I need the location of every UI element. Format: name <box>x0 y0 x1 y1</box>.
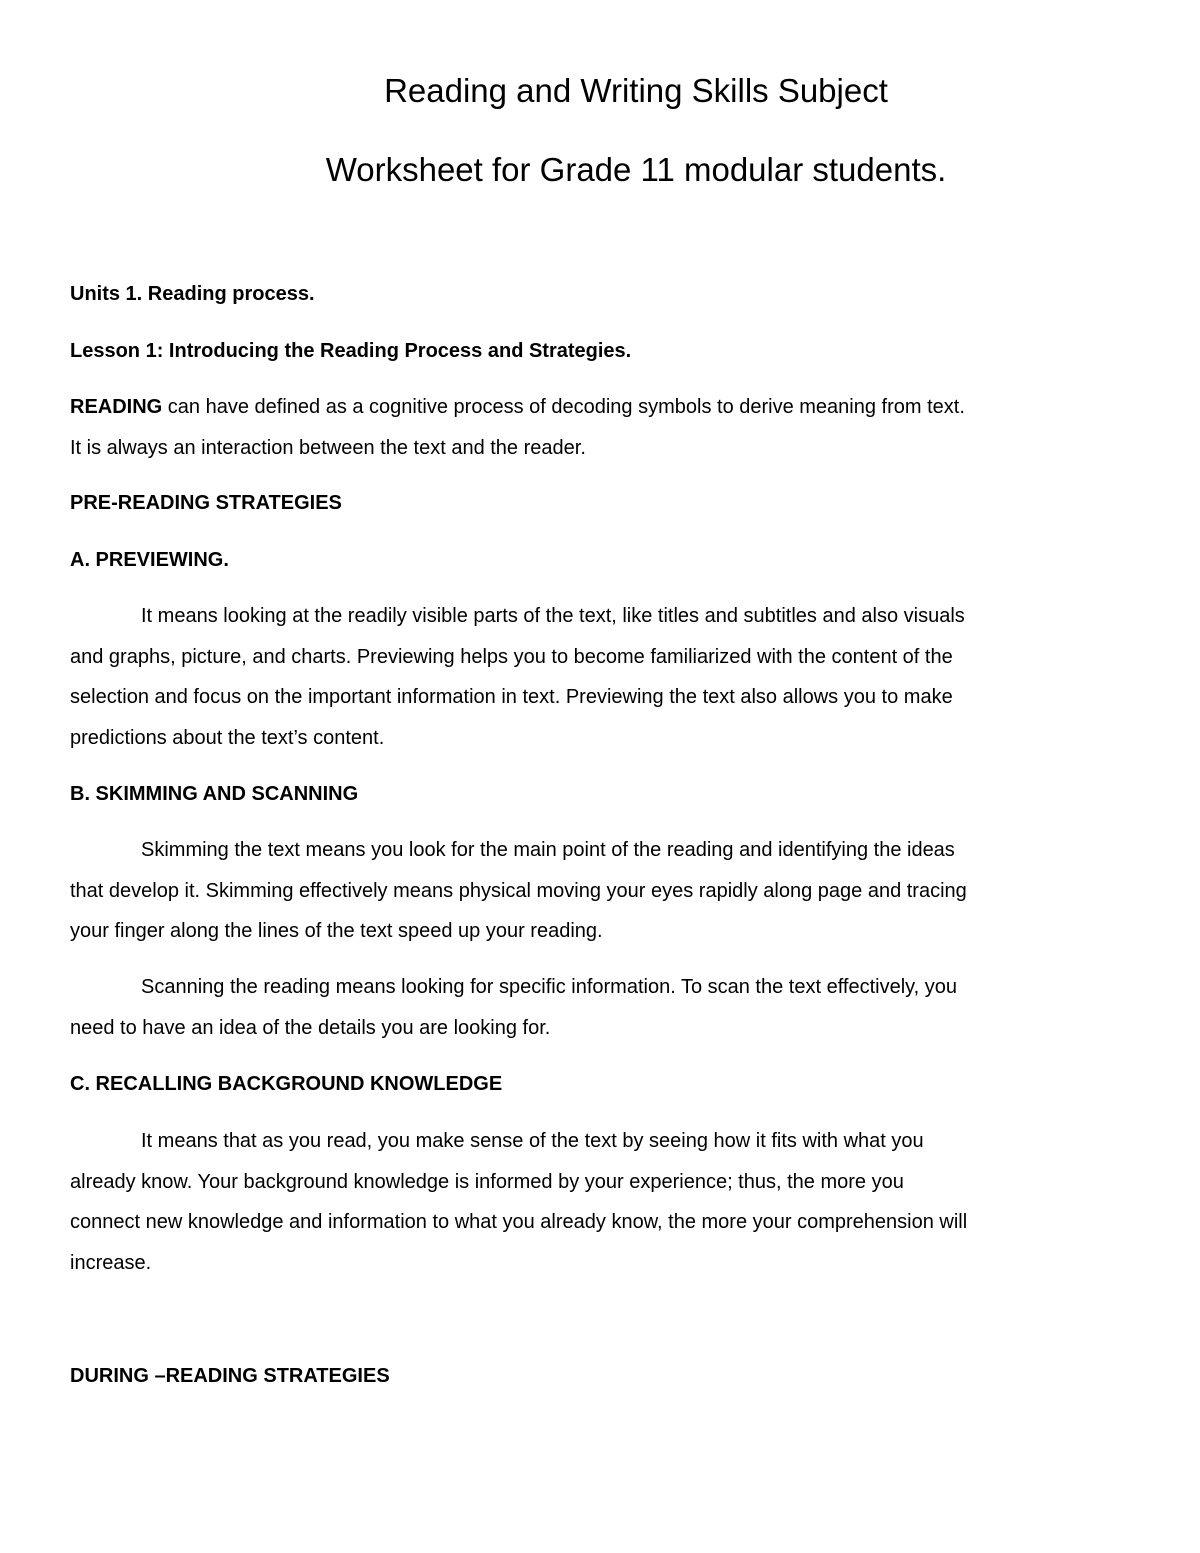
paragraph-line: Scanning the reading means looking for specific information. To scan the text effectively, you <box>141 976 958 998</box>
paragraph-line: already know. Your background knowledge is informed by your experience; thus, the more you <box>70 1170 904 1193</box>
reading-term: READING <box>70 396 163 418</box>
document-title: Reading and Writing Skills Subject <box>384 72 888 109</box>
recalling-heading: C. RECALLING BACKGROUND KNOWLEDGE <box>70 1073 503 1095</box>
reading-definition-line-1 <box>70 387 1130 428</box>
paragraph-line: selection and focus on the important information in text. Previewing the text also allows you to make <box>70 686 953 708</box>
reading-definition-paragraph <box>70 387 1130 468</box>
reading-definition-text: can have defined as a cognitive process of decoding symbols to derive meaning from text. <box>162 396 965 418</box>
during-reading-heading: DURING –READING STRATEGIES <box>70 1365 390 1387</box>
paragraph-line: need to have an idea of the details you are looking for. <box>70 1016 551 1039</box>
previewing-paragraph <box>70 596 1130 758</box>
document-subtitle: Worksheet for Grade 11 modular students. <box>325 151 947 188</box>
paragraph-line: that develop it. Skimming effectively means physical moving your eyes rapidly along page and tracing <box>70 879 967 902</box>
pre-reading-heading: PRE-READING STRATEGIES <box>70 492 342 514</box>
paragraph-line: It means that as you read, you make sense of the text by seeing how it fits with what you <box>141 1130 924 1152</box>
paragraph-line: increase. <box>70 1251 152 1274</box>
paragraph-line: connect new knowledge and information to what you already know, the more your comprehension will <box>70 1211 968 1233</box>
previewing-heading: A. PREVIEWING. <box>70 549 229 571</box>
paragraph-line: Skimming the text means you look for the main point of the reading and identifying the ideas <box>141 839 955 861</box>
skimming-paragraph <box>70 830 1130 952</box>
skimming-scanning-heading: B. SKIMMING AND SCANNING <box>70 783 359 805</box>
scanning-paragraph <box>70 967 1130 1048</box>
paragraph-line: your finger along the lines of the text speed up your reading. <box>70 920 603 942</box>
lesson-heading: Lesson 1: Introducing the Reading Process and Strategies. <box>70 340 632 362</box>
paragraph-line: predictions about the text’s content. <box>70 726 385 749</box>
unit-heading: Units 1. Reading process. <box>70 283 315 305</box>
paragraph-line: and graphs, picture, and charts. Previewing helps you to become familiarized with the content of the <box>70 645 953 668</box>
recalling-paragraph <box>70 1121 1130 1283</box>
paragraph-line: It means looking at the readily visible parts of the text, like titles and subtitles and also visuals <box>141 605 965 627</box>
reading-definition-line-2: It is always an interaction between the text and the reader. <box>70 436 586 459</box>
